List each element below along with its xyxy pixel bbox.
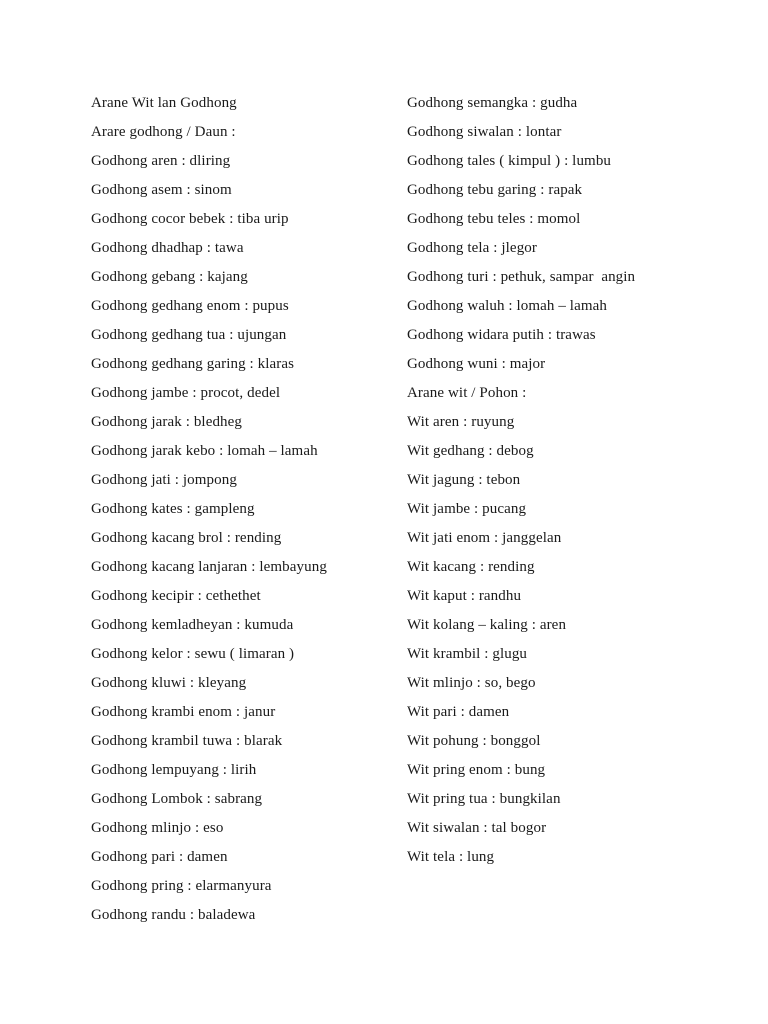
list-item: Godhong pari : damen bbox=[91, 849, 228, 865]
list-item: Wit pari : damen bbox=[407, 704, 510, 720]
list-item: Wit jagung : tebon bbox=[407, 472, 521, 488]
list-item: Godhong dhadhap : tawa bbox=[91, 240, 244, 256]
list-item: Godhong kelor : sewu ( limaran ) bbox=[91, 646, 295, 662]
section-heading-leaves: Arare godhong / Daun : bbox=[91, 124, 236, 140]
list-item: Godhong tales ( kimpul ) : lumbu bbox=[407, 153, 612, 169]
list-item: Godhong krambil tuwa : blarak bbox=[91, 733, 283, 749]
list-item: Godhong kates : gampleng bbox=[91, 501, 255, 517]
list-item: Godhong randu : baladewa bbox=[91, 907, 256, 923]
list-item: Wit aren : ruyung bbox=[407, 414, 515, 430]
list-item: Godhong siwalan : lontar bbox=[407, 124, 562, 140]
list-item: Wit siwalan : tal bogor bbox=[407, 820, 547, 836]
list-item: Godhong mlinjo : eso bbox=[91, 820, 224, 836]
list-item: Godhong pring : elarmanyura bbox=[91, 878, 272, 894]
list-item: Godhong semangka : gudha bbox=[407, 95, 578, 111]
list-item: Wit jambe : pucang bbox=[407, 501, 527, 517]
list-item: Godhong jarak kebo : lomah – lamah bbox=[91, 443, 318, 459]
list-item: Godhong wuni : major bbox=[407, 356, 546, 372]
list-item: Wit mlinjo : so, bego bbox=[407, 675, 536, 691]
list-item: Godhong kacang lanjaran : lembayung bbox=[91, 559, 327, 575]
list-item: Wit tela : lung bbox=[407, 849, 495, 865]
list-item: Godhong tebu garing : rapak bbox=[407, 182, 583, 198]
list-item: Wit jati enom : janggelan bbox=[407, 530, 562, 546]
list-item: Wit krambil : glugu bbox=[407, 646, 528, 662]
list-item: Wit pring enom : bung bbox=[407, 762, 546, 778]
list-item: Godhong kemladheyan : kumuda bbox=[91, 617, 294, 633]
list-item: Godhong kacang brol : rending bbox=[91, 530, 282, 546]
list-item: Godhong gedhang enom : pupus bbox=[91, 298, 289, 314]
list-item: Godhong cocor bebek : tiba urip bbox=[91, 211, 289, 227]
left-column bbox=[91, 89, 391, 930]
list-item: Wit gedhang : debog bbox=[407, 443, 534, 459]
list-item: Wit kacang : rending bbox=[407, 559, 535, 575]
list-item: Godhong jati : jompong bbox=[91, 472, 237, 488]
list-item: Godhong gebang : kajang bbox=[91, 269, 248, 285]
list-item: Godhong turi : pethuk, sampar angin bbox=[407, 269, 636, 285]
list-item: Godhong krambi enom : janur bbox=[91, 704, 276, 720]
list-item: Wit kolang – kaling : aren bbox=[407, 617, 567, 633]
list-item: Godhong lempuyang : lirih bbox=[91, 762, 257, 778]
list-item: Godhong jambe : procot, dedel bbox=[91, 385, 281, 401]
list-item: Godhong waluh : lomah – lamah bbox=[407, 298, 607, 314]
right-column bbox=[407, 89, 747, 872]
list-item: Godhong kecipir : cethethet bbox=[91, 588, 261, 604]
list-item: Wit pring tua : bungkilan bbox=[407, 791, 561, 807]
list-item: Godhong jarak : bledheg bbox=[91, 414, 243, 430]
list-item: Godhong widara putih : trawas bbox=[407, 327, 596, 343]
list-item: Godhong Lombok : sabrang bbox=[91, 791, 263, 807]
list-item: Godhong tebu teles : momol bbox=[407, 211, 581, 227]
list-item: Godhong aren : dliring bbox=[91, 153, 231, 169]
document-title: Arane Wit lan Godhong bbox=[91, 95, 237, 111]
list-item: Godhong asem : sinom bbox=[91, 182, 232, 198]
list-item: Godhong gedhang tua : ujungan bbox=[91, 327, 287, 343]
section-heading-trees: Arane wit / Pohon : bbox=[407, 385, 527, 401]
list-item: Godhong kluwi : kleyang bbox=[91, 675, 247, 691]
list-item: Godhong tela : jlegor bbox=[407, 240, 537, 256]
list-item: Godhong gedhang garing : klaras bbox=[91, 356, 295, 372]
list-item: Wit pohung : bonggol bbox=[407, 733, 541, 749]
list-item: Wit kaput : randhu bbox=[407, 588, 522, 604]
